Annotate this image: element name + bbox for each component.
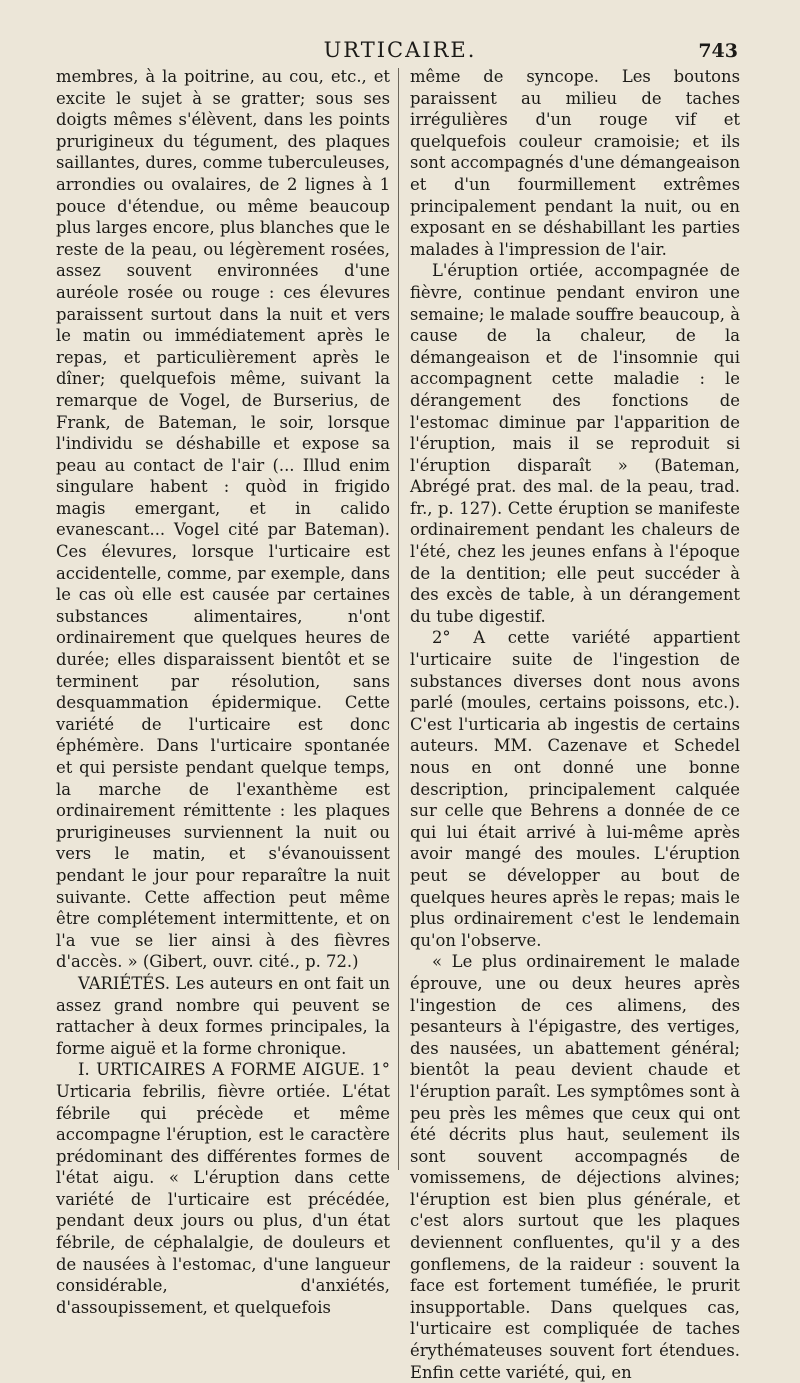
- right-column: [410, 66, 740, 1383]
- page-number: 743: [698, 40, 738, 62]
- paragraph: « Le plus ordinairement le malade éprouve, une ou deux heures après l'ingestion de ces alimens, des pesanteurs à l'épigastre, des vertiges, des nausées, un abattement général; bientôt la peau devient chaude et l'éruption paraît. Les symptômes sont à peu près les mêmes que ceux qui ont été décrits plus haut, seulement ils sont souvent accompagnés de vomissemens, de déjections alvines; l'éruption est bien plus générale, et c'est alors surtout que les plaques deviennent confluentes, qu'il y a des gonflemens, de la raideur : souvent la face est fortement tuméfiée, le prurit insupportable. Dans quelques cas, l'urticaire est compliquée de taches érythémateuses souvent fort étendues. Enfin cette variété, qui, en: [410, 952, 740, 1382]
- paragraph: I. URTICAIRES A FORME AIGUE. 1° Urticaria febrilis, fièvre ortiée. L'état fébrile qui précède et même accompagne l'éruption, est le caractère prédominant des différentes formes de l'état aigu. « L'éruption dans cette variété de l'urticaire est précédée, pendant deux jours ou plus, d'un état fébrile, de céphalalgie, de douleurs et de nausées à l'estomac, d'une langueur considérable, d'anxiétés, d'assoupissement, et quelquefois: [56, 1060, 390, 1317]
- paragraph: membres, à la poitrine, au cou, etc., et excite le sujet à se gratter; sous ses doigts mêmes s'élèvent, dans les points prurigineux du tégument, des plaques saillantes, dures, comme tuberculeuses, arrondies ou ovalaires, de 2 lignes à 1 pouce d'étendue, ou même beaucoup plus larges encore, plus blanches que le reste de la peau, ou légèrement rosées, assez souvent environnées d'une auréole rosée ou rouge : ces élevures paraissent surtout dans la nuit et vers le matin ou immédiatement après le repas, et particulièrement après le dîner; quelquefois même, suivant la remarque de Vogel, de Burserius, de Frank, de Bateman, le soir, lorsque l'individu se déshabille et expose sa peau au contact de l'air (... Illud enim singulare habent : quòd in frigido magis emergant, et in calido evanescant... Vogel cité par Bateman). Ces élevures, lorsque l'urticaire est accidentelle, comme, par exemple, dans le cas où elle est causée par certaines substances alimentaires, n'ont ordinairement que quelques heures de durée; elles disparaissent bientôt et se terminent par résolution, sans desquammation épidermique. Cette variété de l'urticaire est donc éphémère. Dans l'urticaire spontanée et qui persiste pendant quelque temps, la marche de l'exanthème est ordinairement rémittente : les plaques prurigineuses surviennent la nuit ou vers le matin, et s'évanouissent pendant le jour pour reparaître la nuit suivante. Cette affection peut même être complétement intermittente, et on l'a vue se lier ainsi à des fièvres d'accès. » (Gibert, ouvr. cité., p. 72.): [56, 67, 390, 972]
- running-title: URTICAIRE.: [323, 38, 477, 62]
- paragraph: L'éruption ortiée, accompagnée de fièvre, continue pendant environ une semaine; le malade souffre beaucoup, à cause de la chaleur, de la démangeaison et de l'insomnie qui accompagnent cette maladie : le dérangement des fonctions de l'estomac diminue par l'apparition de l'éruption, mais il se reproduit si l'éruption disparaît » (Bateman, Abrégé prat. des mal. de la peau, trad. fr., p. 127). Cette éruption se manifeste ordinairement pendant les chaleurs de l'été, chez les jeunes enfans à l'époque de la dentition; elle peut succéder à des excès de table, à un dérangement du tube digestif.: [410, 261, 740, 626]
- left-column: [56, 66, 390, 1318]
- paragraph: VARIÉTÉS. Les auteurs en ont fait un assez grand nombre qui peuvent se rattacher à deux formes principales, la forme aiguë et la forme chronique.: [56, 973, 390, 1058]
- paragraph: 2° A cette variété appartient l'urticaire suite de l'ingestion de substances diverses dont nous avons parlé (moules, certains poissons, etc.). C'est l'urticaria ab ingestis de certains auteurs. MM. Cazenave et Schedel nous en ont donné une bonne description, principalement calquée sur celle que Behrens a donnée de ce qui lui était arrivé à lui-même après avoir mangé des moules. L'éruption peut se développer au bout de quelques heures après le repas; mais le plus ordinairement c'est le lendemain qu'on l'observe.: [410, 628, 740, 950]
- column-divider: [398, 68, 399, 1170]
- paragraph: même de syncope. Les boutons paraissent au milieu de taches irrégulières d'un rouge vif et quelquefois couleur cramoisie; et ils sont accompagnés d'une démangeaison et d'un fourmillement extrêmes principalement pendant la nuit, ou en exposant en se déshabillant les parties malades à l'impression de l'air.: [410, 67, 740, 259]
- running-header: [60, 36, 740, 68]
